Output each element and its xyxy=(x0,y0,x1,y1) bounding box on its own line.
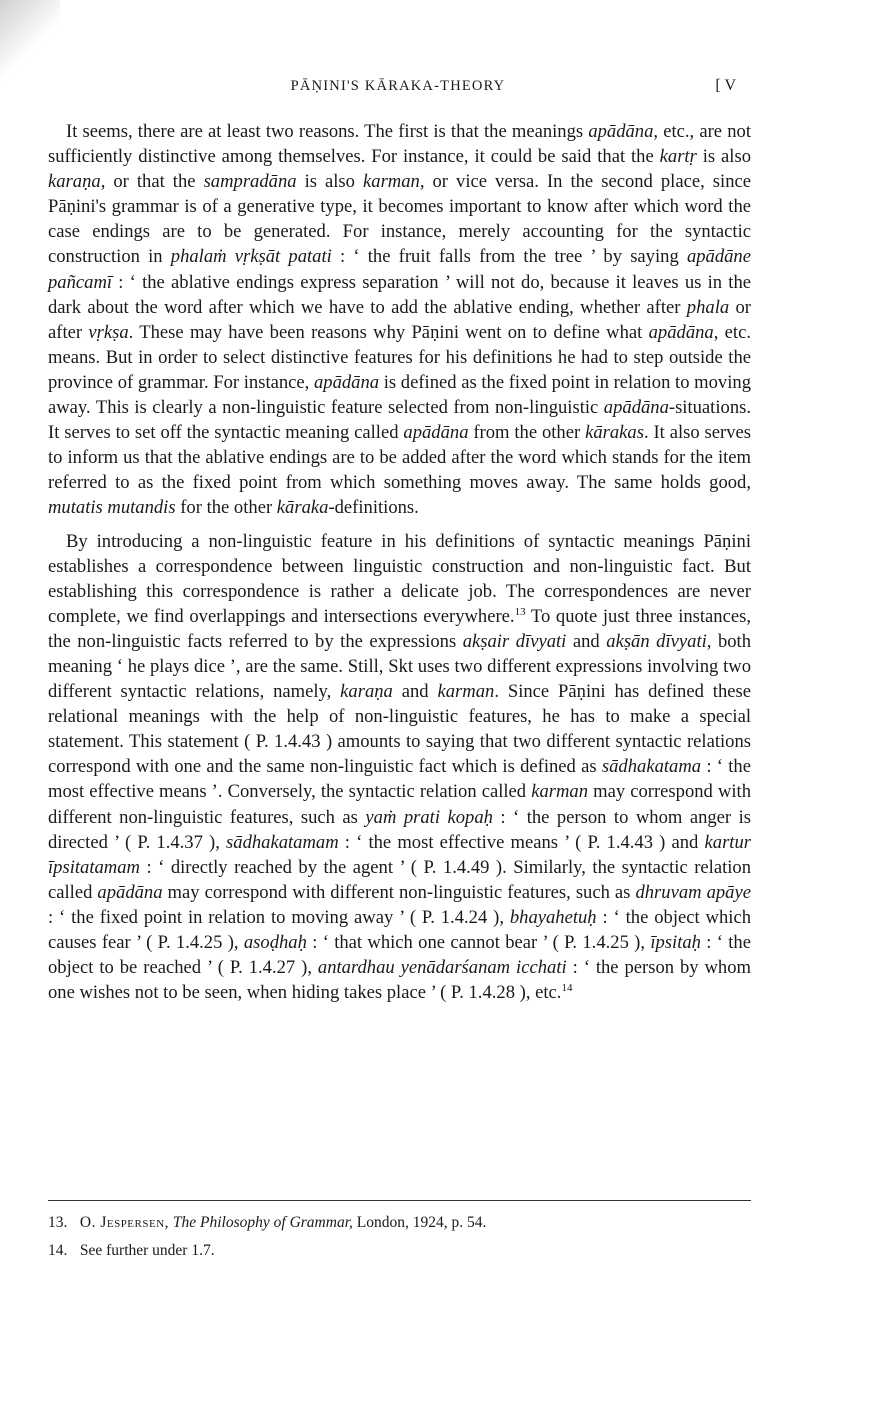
footnote-number: 14. xyxy=(48,1242,68,1259)
paragraph-1: It seems, there are at least two reasons. The first is that the meanings apādāna, etc., are not sufficiently distinctive among themselves. For instance, it could be said that the kartṛ is also karaṇa, or that the sampradāna is also karman, or vice versa. In the second place, since Pāṇini's grammar is of a generative type, it becomes important to know after which word the case endings are to be generated. For instance, merely accounting for the syntactic construction in phalaṁ vṛkṣāt patati : ‘ the fruit falls from the tree ’ by saying apādāne pañcamī : ‘ the ablative endings express separation ’ will not do, because it leaves us in the dark about the word after which we have to add the ablative ending, whether after phala or after vṛkṣa. These may have been reasons why Pāṇini went on to define what apādāna, etc. means. But in order to select distinctive features for his definitions he had to step outside the province of grammar. For instance, apādāna is defined as the fixed point in relation to moving away. This is clearly a non-linguistic feature selected from non-linguistic apādāna-situations. It serves to set off the syntactic meaning called apādāna from the other kārakas. It also serves to inform us that the ablative endings are to be added after the word which stands for the item referred to as the fixed point from which something moves away. The same holds good, mutatis mutandis for the other kāraka-definitions. xyxy=(48,121,751,519)
footnote-rule xyxy=(48,1200,751,1201)
footnote-rest: See further under 1.7. xyxy=(79,1242,215,1259)
footnote-13 xyxy=(48,1212,751,1234)
footnote-rest: London, 1924, p. 54. xyxy=(356,1214,487,1231)
running-head: PĀṆINI'S KĀRAKA-THEORY xyxy=(290,78,506,94)
footnotes xyxy=(48,1212,751,1268)
footnote-author: O. Jespersen, xyxy=(79,1214,170,1231)
footnote-number: 13. xyxy=(48,1214,68,1231)
footnote-14 xyxy=(48,1240,751,1262)
footnote-title: The Philosophy of Grammar, xyxy=(172,1214,353,1231)
body-text xyxy=(48,119,751,1005)
scan-shadow xyxy=(0,0,60,90)
paragraph-2: By introducing a non-linguistic feature in his definitions of syntactic meanings Pāṇini establishes a correspondence between linguistic construction and non-linguistic fact. But establishing this correspondence is rather a delicate job. The correspondences are never complete, we find overlappings and intersections everywhere.$^{13}$ To quote just three instances, the non-linguistic facts referred to by the expressions akṣair dīvyati and akṣān dīvyati, both meaning ‘ he plays dice ’, are the same. Still, Skt uses two different expressions involving two different syntactic relations, namely, karaṇa and karman. Since Pāṇini has defined these relational meanings with the help of non-linguistic features, he has to make a special statement. This statement ( P. 1.4.43 ) amounts to saying that two different syntactic relations correspond with one and the same non-linguistic fact which is defined as sādhakatama : ‘ the most effective means ’. Conversely, the syntactic relation called karman may correspond with different non-linguistic features, such as yaṁ prati kopaḥ : ‘ the person to whom anger is directed ’ ( P. 1.4.37 ), sādhakatamam : ‘ the most effective means ’ ( P. 1.4.43 ) and kartur īpsitatamam : ‘ directly reached by the agent ’ ( P. 1.4.49 ). Similarly, the syntactic relation called apādāna may correspond with different non-linguistic features, such as dhruvam apāye : ‘ the fixed point in relation to moving away ’ ( P. 1.4.24 ), bhayahetuḥ : ‘ the object which causes fear ’ ( P. 1.4.25 ), asoḍhaḥ : ‘ that which one cannot bear ’ ( P. 1.4.25 ), īpsitaḥ : ‘ the object to be reached ’ ( P. 1.4.27 ), antardhau yenādarśanam icchati : ‘ the person by whom one wishes not to be seen, when hiding takes place ’ ( P. 1.4.28 ), etc.$^{14}$ xyxy=(48,530,752,1004)
page-header xyxy=(48,78,748,100)
section-mark: [ V xyxy=(715,77,736,94)
